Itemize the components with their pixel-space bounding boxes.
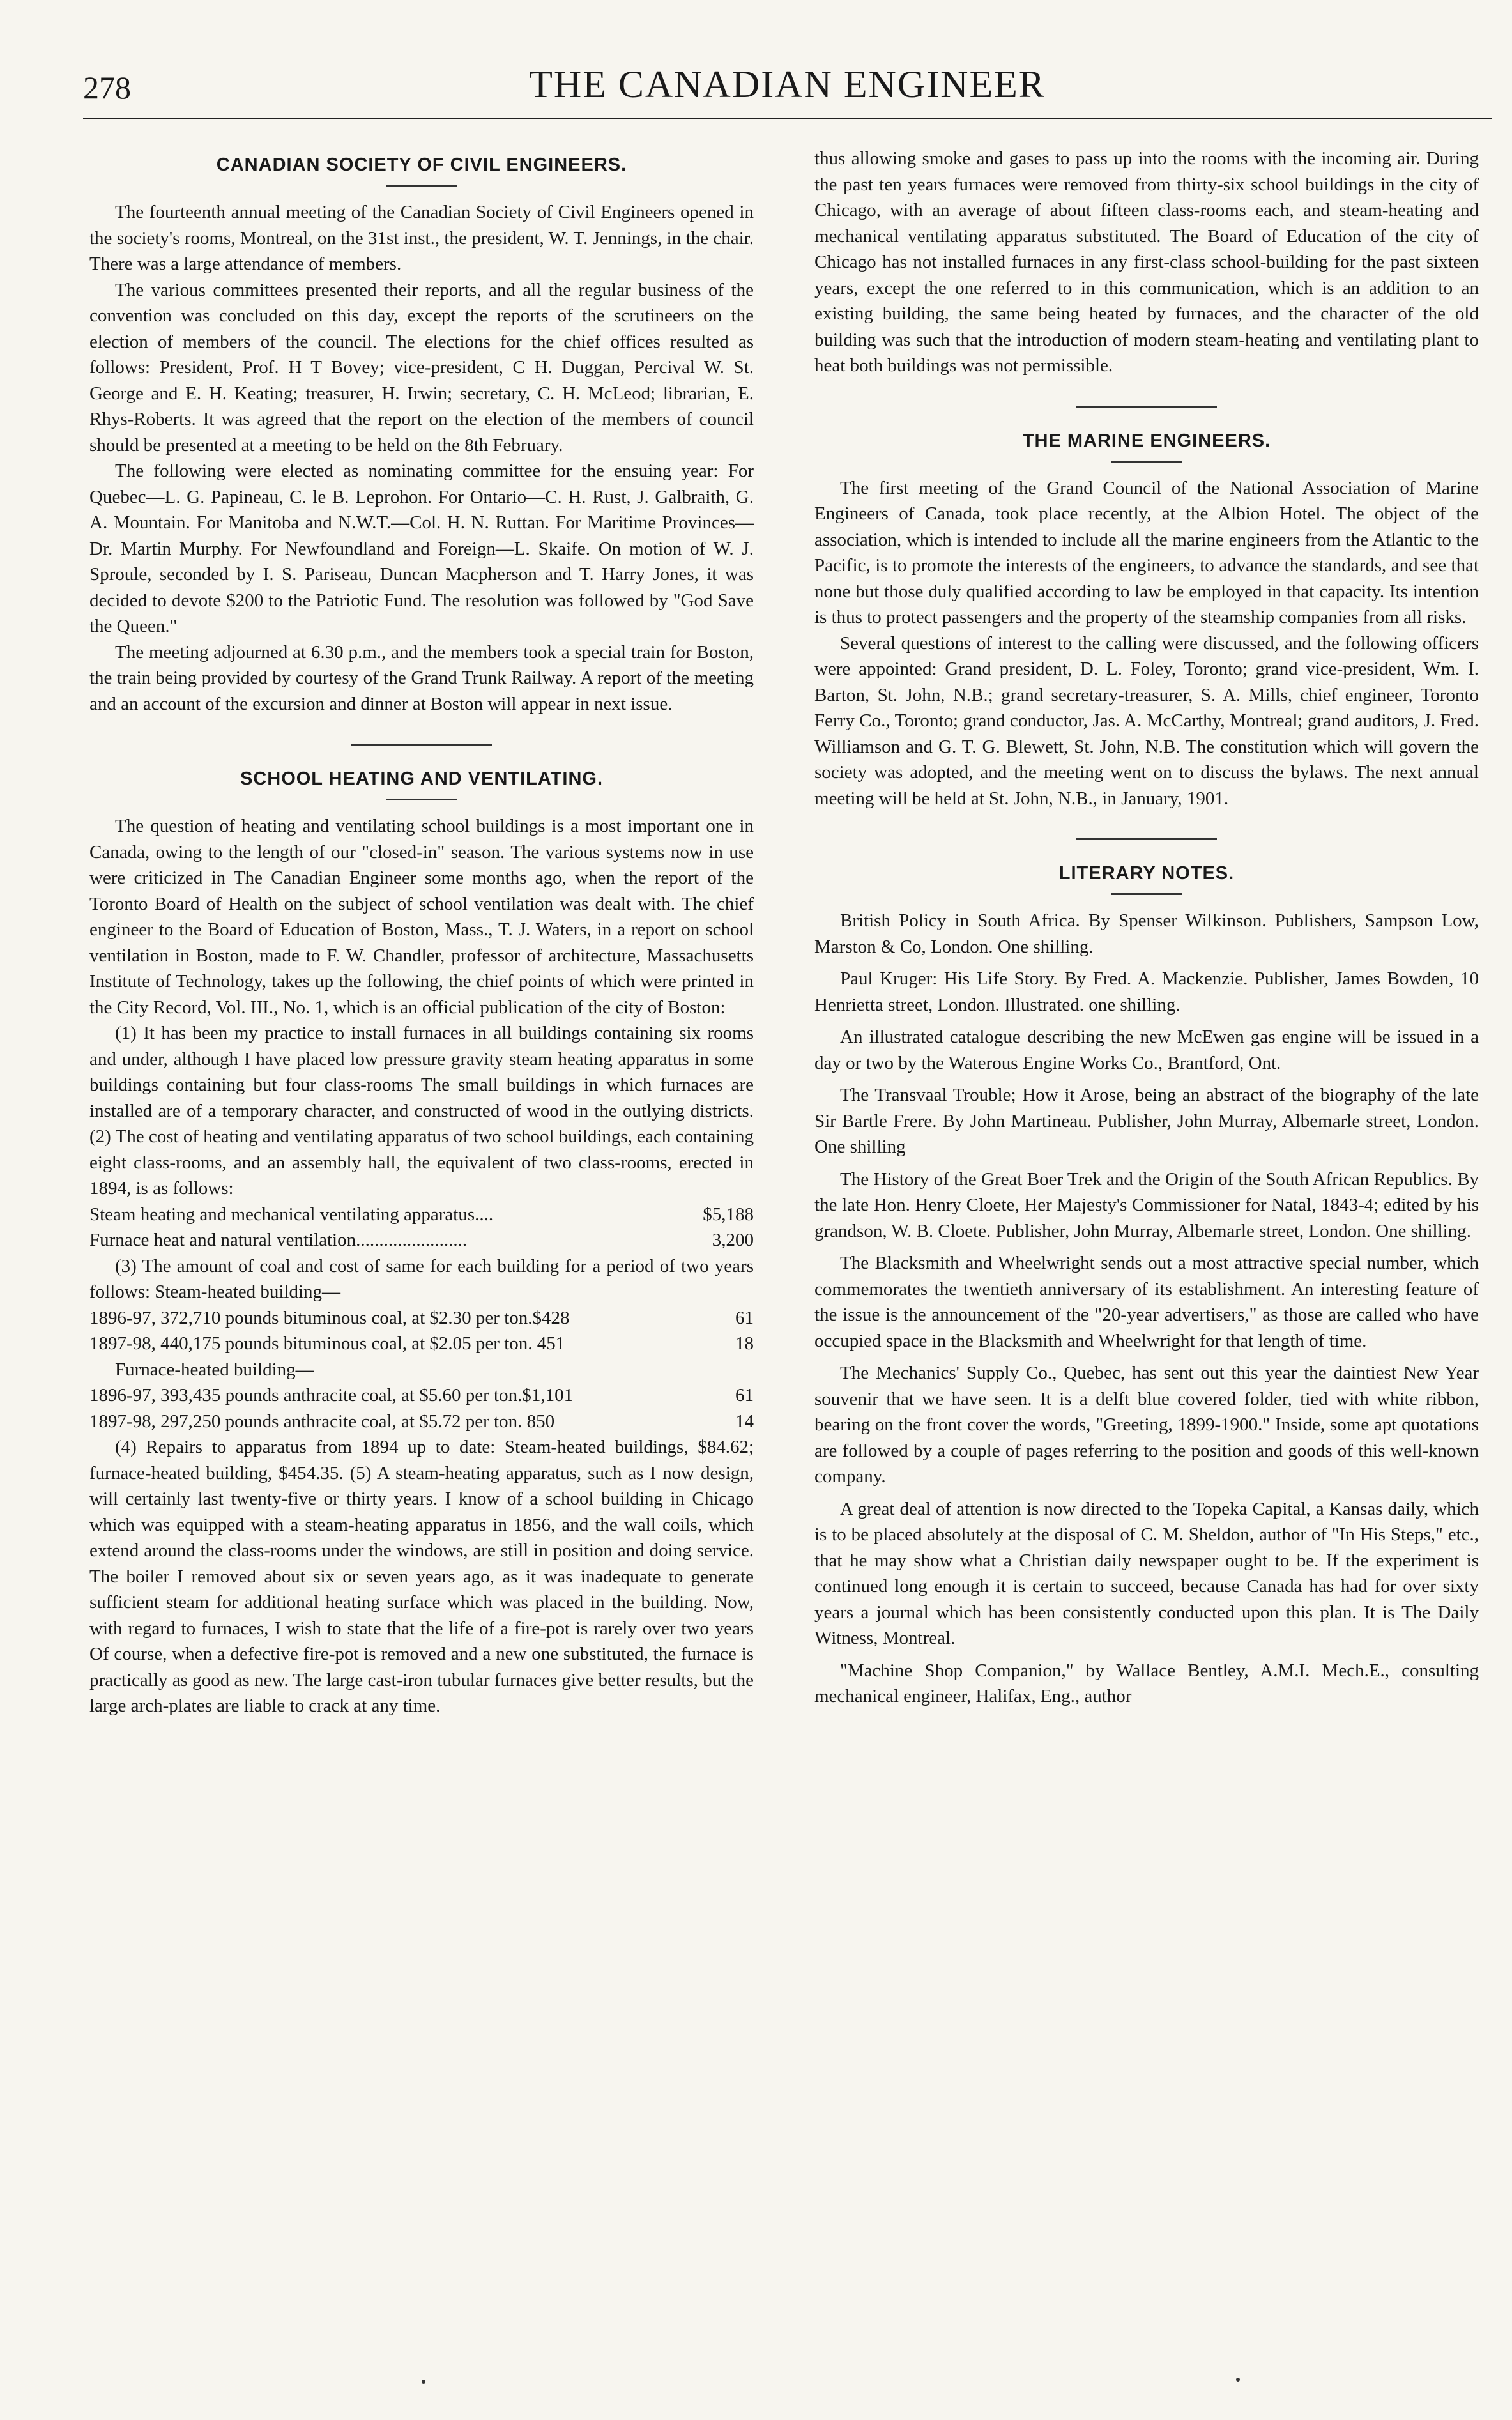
article-cse [89, 155, 754, 717]
section-rule [386, 799, 457, 800]
cost-amount: $5,188 [703, 1204, 754, 1225]
section-rule [1111, 893, 1182, 895]
paragraph: The first meeting of the Grand Council of the National Association of Marine Engineers of Canada, took place recently, at the Albion Hotel. The object of the association, which is intended to include all the marine engineers from the Atlantic to the Pacific, is to promote the interests of the engineers, to advance the standards, and see that none but those duly qualified according to law be employed in that capacity. Its intention is thus to protect passengers and the property of the steamship companies from all risks. [814, 477, 1479, 627]
coal-cents: 18 [735, 1333, 754, 1354]
page-number: 278 [83, 70, 131, 105]
coal-cents: 61 [735, 1307, 754, 1328]
literary-note: "Machine Shop Companion," by Wallace Bentley, A.M.I. Mech.E., consulting mechanical engineer, Halifax, Eng., author [814, 1660, 1479, 1706]
literary-note: Paul Kruger: His Life Story. By Fred. A. Mackenzie. Publisher, James Bowden, 10 Henrietta street, London. Illustrated. one shilling. [814, 969, 1479, 1015]
section-separator [1076, 838, 1217, 840]
paragraph: The following were elected as nominating committee for the ensuing year: For Quebec—L. G. Papineau, C. le B. Leprohon. For Ontario—C. H. Rust, J. Galbraith, G. A. Mountain. For Manitoba and N.W.T.—Col. H. N. Ruttan. For Maritime Provinces—Dr. Martin Murphy. For Newfoundland and Foreign—L. Skaife. On motion of W. J. Sproule, seconded by I. S. Pariseau, Duncan Macpherson and T. Harry Jones, it was decided to devote $200 to the Patriotic Fund. The resolution was followed by "God Save the Queen." [89, 461, 754, 636]
paragraph: The various committees presented their reports, and all the regular business of the convention was concluded on this day, except the reports of the scrutineers on the election of members of the council. The elections for the chief offices resulted as follows: President, Prof. H T Bovey; vice-president, C H. Duggan, Percival W. St. George and E. H. Keating; treasurer, H. Irwin; secretary, C. H. McLeod; librarian, E. Rhys-Roberts. It was agreed that the report on the election of the members of council should be presented at a meeting to be held on the 8th February. [89, 279, 754, 456]
section-title-school: SCHOOL HEATING AND VENTILATING. [240, 769, 604, 789]
literary-note: A great deal of attention is now directed to the Topeka Capital, a Kansas daily, which is to be placed absolutely at the disposal of C. M. Sheldon, author of "In His Steps," etc., that he may show what a Christian daily newspaper ought to be. If the experiment is continued long enough it is certain to succeed, because Canada has had for over sixty years a journal which has been consistently conducted upon this plan. It is The Daily Witness, Montreal. [814, 1498, 1479, 1648]
section-title-literary: LITERARY NOTES. [1058, 863, 1235, 884]
article-school-heating [89, 769, 754, 1719]
paragraph-continued: thus allowing smoke and gases to pass up into the rooms with the incoming air. During the past ten years furnaces were removed from thirty-six school buildings in the city of Chicago, with an average of about fifteen class-rooms each, and steam-heating and mechanical ventilating apparatus substituted. The Board of Education of the city of Chicago has not installed furnaces in any first-class school-building for the past sixteen years, except the one referred to in this communication, which is an addition to an existing building, the same being heated by furnaces, and the character of the old building was such that the introduction of modern steam-heating and ventilating plant to heat both buildings was not permissible. [814, 148, 1479, 376]
cost-label: Furnace heat and natural ventilation........................ [89, 1230, 468, 1250]
section-title-cse: CANADIAN SOCIETY OF CIVIL ENGINEERS. [216, 155, 627, 175]
paragraph: The meeting adjourned at 6.30 p.m., and the members took a special train for Boston, the train being provided by courtesy of the Grand Trunk Railway. A report of the meeting and an account of the excursion and dinner at Boston will appear in next issue. [89, 641, 754, 714]
article-marine-engineers [814, 431, 1479, 812]
header-rule [83, 118, 1492, 119]
print-speck [1236, 2378, 1240, 2382]
coal-row [89, 1382, 754, 1409]
paragraph: The fourteenth annual meeting of the Canadian Society of Civil Engineers opened in the society's rooms, Montreal, on the 31st inst., the president, W. T. Jennings, in the chair. There was a large attendance of members. [89, 202, 754, 274]
article-literary-notes [814, 863, 1479, 1710]
section-title-marine: THE MARINE ENGINEERS. [1022, 430, 1271, 451]
section-rule [1111, 461, 1182, 463]
section-separator [351, 744, 492, 746]
running-title: THE CANADIAN ENGINEER [529, 63, 1046, 105]
literary-note: The Transvaal Trouble; How it Arose, being an abstract of the biography of the late Sir Bartle Frere. By John Martineau. Publisher, John Murray, Albemarle street, London. One shilling [814, 1085, 1479, 1157]
page-header [83, 63, 1492, 120]
furnace-coal-table [89, 1382, 754, 1434]
coal-row [89, 1305, 754, 1331]
literary-note: British Policy in South Africa. By Spenser Wilkinson. Publishers, Sampson Low, Marston & Co, London. One shilling. [814, 910, 1479, 957]
coal-cents: 61 [735, 1385, 754, 1405]
furnace-subheading: Furnace-heated building— [115, 1359, 314, 1380]
coal-label: 1897-98, 440,175 pounds bituminous coal, at $2.05 per ton. 451 [89, 1333, 565, 1354]
coal-cents: 14 [735, 1411, 754, 1432]
left-column [89, 146, 754, 2356]
paragraph: (4) Repairs to apparatus from 1894 up to date: Steam-heated buildings, $84.62; furnace-heated building, $454.35. (5) A steam-heating apparatus, such as I now design, will certainly last twenty-five or thirty years. I know of a school building in Chicago which was equipped with a steam-heating apparatus in 1856, and the wall coils, which extend around the class-rooms under the windows, are still in position and doing service. The boiler I removed about six or seven years ago, as it was inadequate to generate sufficient steam for additional heating surface which was placed in the building. Now, with regard to furnaces, I wish to state that the life of a fire-pot is rarely over two years Of course, when a defective fire-pot is removed and a new one substituted, the furnace is practically as good as new. The large cast-iron tubular furnaces give better results, but the large arch-plates are liable to crack at any time. [89, 1437, 754, 1716]
steam-coal-table [89, 1305, 754, 1357]
coal-label: 1896-97, 393,435 pounds anthracite coal, at $5.60 per ton.$1,101 [89, 1385, 574, 1405]
literary-note: The History of the Great Boer Trek and the Origin of the South African Republics. By the late Hon. Henry Cloete, Her Majesty's Commissioner for Natal, 1843-4; edited by his grandson, W. B. Cloete. Publisher, John Murray, Albemarle street, London. One shilling. [814, 1168, 1479, 1241]
cost-amount: 3,200 [712, 1230, 754, 1250]
literary-note: The Blacksmith and Wheelwright sends out a most attractive special number, which commemorates the twentieth anniversary of its establishment. An interesting feature of the issue is the announcement of the "20-year advertisers," as those are called who have occupied space in the Blacksmith and Wheelwright for that length of time. [814, 1253, 1479, 1351]
coal-row [89, 1409, 754, 1435]
paragraph: The question of heating and ventilating school buildings is a most important one in Canada, owing to the length of our "closed-in" season. The various systems now in use were criticized in The Canadian Engineer some months ago, when the report of the Toronto Board of Health on the subject of school ventilation was dealt with. The chief engineer to the Board of Education of Boston, Mass., T. J. Waters, in a report on school ventilation in Boston, made to F. W. Chandler, professor of architecture, Massachusetts Institute of Technology, takes up the following, the chief points of which were printed in the City Record, Vol. III., No. 1, which is an official publication of the city of Boston: [89, 816, 754, 1018]
section-rule [386, 185, 457, 187]
cost-row [89, 1227, 754, 1253]
paragraph: Several questions of interest to the calling were discussed, and the following officers were appointed: Grand president, D. L. Foley, Toronto; grand vice-president, Wm. I. Barton, St. John, N.B.; grand secretary-treasurer, S. A. Mills, chief engineer, Toronto Ferry Co., Toronto; grand conductor, Jas. A. McCarthy, Montreal; grand auditors, J. Fred. Williamson and G. T. G. Blewett, St. John, N.B. The constitution which will govern the society was adopted, and the meeting went on to discuss the bylaws. The next annual meeting will be held at St. John, N.B., in January, 1901. [814, 632, 1479, 809]
coal-label: 1896-97, 372,710 pounds bituminous coal, at $2.30 per ton.$428 [89, 1307, 570, 1328]
print-speck [422, 2380, 425, 2384]
section-separator [1076, 406, 1217, 408]
right-column [814, 146, 1479, 2356]
coal-label: 1897-98, 297,250 pounds anthracite coal, at $5.72 per ton. 850 [89, 1411, 555, 1432]
cost-row [89, 1202, 754, 1228]
coal-row [89, 1331, 754, 1357]
cost-label: Steam heating and mechanical ventilating apparatus.... [89, 1204, 494, 1225]
cost-table [89, 1202, 754, 1253]
paragraph: (1) It has been my practice to install furnaces in all buildings containing six rooms and under, although I have placed low pressure gravity steam heating apparatus in some buildings containing but four class-rooms The small buildings in which furnaces are installed are of a temporary character, and constructed of wood in the outlying districts. (2) The cost of heating and ventilating apparatus of two school buildings, each containing eight class-rooms, and an assembly hall, the equivalent of two class-rooms, erected in 1894, is as follows: [89, 1023, 754, 1199]
paragraph: (3) The amount of coal and cost of same for each building for a period of two years follows: Steam-heated building— [89, 1255, 754, 1302]
literary-note: The Mechanics' Supply Co., Quebec, has sent out this year the daintiest New Year souvenir that we have seen. It is a delft blue covered folder, tied with white ribbon, bearing on the front cover the words, "Greeting, 1899-1900." Inside, some apt quotations are followed by a couple of pages referring to the position and goods of this well-known company. [814, 1363, 1479, 1487]
literary-note: An illustrated catalogue describing the new McEwen gas engine will be issued in a day or two by the Waterous Engine Works Co., Brantford, Ont. [814, 1027, 1479, 1073]
